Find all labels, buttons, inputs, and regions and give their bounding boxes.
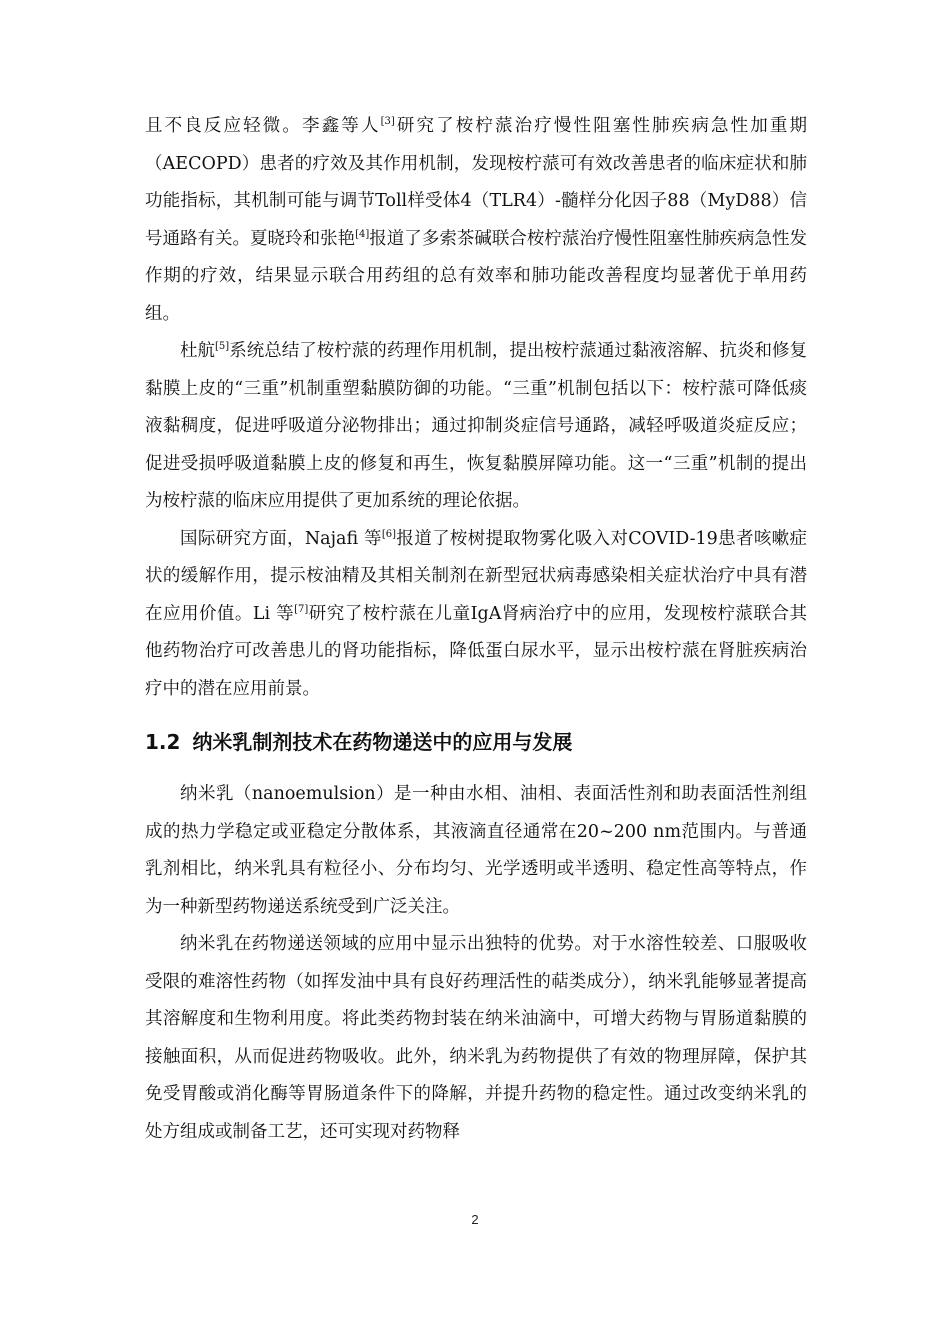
paragraph-text: 国际研究方面，Najafi 等 xyxy=(180,528,382,549)
page-body xyxy=(145,108,807,1151)
section-title: 纳米乳制剂技术在药物递送中的应用与发展 xyxy=(192,730,573,754)
section-heading xyxy=(145,708,807,776)
paragraph-2 xyxy=(145,333,807,521)
citation-3: [3] xyxy=(380,116,395,128)
paragraph-text: 研究了桉柠蒎治疗慢性阻塞性肺疾病急性加重期（AECOPD）患者的疗效及其作用机制，发现桉柠蒎可有效改善患者的临床症状和肺功能指标，其机制可能与调节Toll样受体4（TLR4）-髓样分化因子88（MyD88）信号通路有关。夏晓玲和张艳 xyxy=(145,116,808,249)
section-number: 1.2 xyxy=(145,730,181,754)
citation-6: [6] xyxy=(381,528,397,540)
citation-4: [4] xyxy=(355,228,370,240)
paragraph-text: 系统总结了桉柠蒎的药理作用机制，提出桉柠蒎通过黏液溶解、抗炎和修复黏膜上皮的“三重”机制重塑黏膜防御的功能。“三重”机制包括以下：桉柠蒎可降低痰液黏稠度，促进呼吸道分泌物排出；通过抑制炎症信号通路，减轻呼吸道炎症反应；促进受损呼吸道黏膜上皮的修复和再生，恢复黏膜屏障功能。这一“三重”机制的提出为桉柠蒎的临床应用提供了更加系统的理论依据。 xyxy=(145,341,808,511)
paragraph-text: 杜航 xyxy=(180,341,216,361)
citation-7: [7] xyxy=(294,603,309,615)
page-number: 2 xyxy=(471,1212,479,1227)
citation-5: [5] xyxy=(215,341,230,353)
paragraph-text: 且不良反应轻微。李鑫等人 xyxy=(145,116,381,136)
paragraph-text: 研究了桉柠蒎在儿童IgA肾病治疗中的应用，发现桉柠蒎联合其他药物治疗可改善患儿的肾功能指标，降低蛋白尿水平，显示出桉柠蒎在肾脏疾病治疗中的潜在应用前景。 xyxy=(145,603,807,699)
paragraph-1 xyxy=(145,108,807,333)
paragraph-4: 纳米乳（nanoemulsion）是一种由水相、油相、表面活性剂和助表面活性剂组成的热力学稳定或亚稳定分散体系，其液滴直径通常在20~200 nm范围内。与普通乳剂相比，纳米乳具有粒径小、分布均匀、光学透明或半透明、稳定性高等特点，作为一种新型药物递送系统受到广泛关注。 xyxy=(145,784,807,917)
paragraph-text: 报道了多索茶碱联合桉柠蒎治疗慢性阻塞性肺疾病急性发作期的疗效，结果显示联合用药组的总有效率和肺功能改善程度均显著优于单用药组。 xyxy=(145,228,808,324)
paragraph-5: 纳米乳在药物递送领域的应用中显示出独特的优势。对于水溶性较差、口服吸收受限的难溶性药物（如挥发油中具有良好药理活性的萜类成分），纳米乳能够显著提高其溶解度和生物利用度。将此类药物封装在纳米油滴中，可增大药物与胃肠道黏膜的接触面积，从而促进药物吸收。此外，纳米乳为药物提供了有效的物理屏障，保护其免受胃酸或消化酶等胃肠道条件下的降解，并提升药物的稳定性。通过改变纳米乳的处方组成或制备工艺，还可实现对药物释 xyxy=(145,934,807,1142)
paragraph-3 xyxy=(145,521,807,709)
paragraph-text: 报道了桉树提取物雾化吸入对COVID-19患者咳嗽症状的缓解作用，提示桉油精及其相关制剂在新型冠状病毒感染相关症状治疗中具有潜在应用价值。Li 等 xyxy=(145,528,808,624)
